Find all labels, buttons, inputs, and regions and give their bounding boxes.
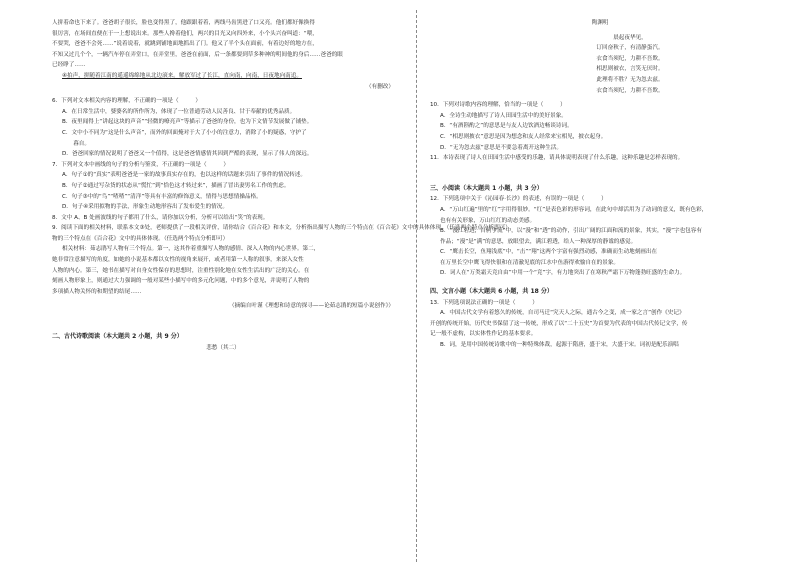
option-c: C．文中小不同为“这是什么声音”，而外的回面掩对于大了小小的注意力，消除了小的疑惑，守护了 xyxy=(62,129,307,136)
question-9: 9．阅读下面的相关材料，联系本文③处，老师提供了一段相关评价，请你结合《百合花》和本文，分析指出描写人物的三个特点在《百合花》文中的具体体现。（任选两个特点分析即可） xyxy=(52,225,511,232)
question-9-cont: 物的三个特点在《百合花》文中的具体体现。（任选两个特点分析即可） xyxy=(52,235,229,242)
poem-line: 此理将不胜？无为忽去兹。 xyxy=(596,76,664,83)
question-12: 12．下列选项中关于《沁园春·长沙》的表述，有误的一项是（ ） xyxy=(430,196,607,203)
question-10: 10．下列对诗歌内容的理解，恰当的一项是（ ） xyxy=(430,102,566,109)
material-line: 人物的内心。第三，她书在描写对自身女性保存的思想时，注重性别化地在女性生活出的广泛的关心。在 xyxy=(52,267,310,274)
option-b: B．词，是用中国传统诗歌中的一种特殊体裁，起源于隋唐，盛于宋，大盛于宋。词初是配乐演唱 xyxy=(440,342,679,349)
poet-name: 陶渊明 xyxy=(591,20,609,26)
option-b: B．“漫江碧透，百舸争流”中，以“漫”和“透”的动作，引出广阔的江面和流的景象，其实，“漫”字也包容有 xyxy=(440,228,702,235)
option-a: A．“万山红遍”里的“红”字用得很妙。“红”是表色彩的形容词，在此句中却活用为了动词的意义，既有色彩， xyxy=(440,206,708,213)
option-a-cont: 也有有关形象，万山红红的动态美感。 xyxy=(440,217,536,224)
option-d: D．爸爸回家的情况说明了爸爸又一个值得，这是爸爸情感情其因到严酷的表现，显示了伟人的深远。 xyxy=(62,151,313,158)
option-b: B．“有酒斟酌之”的意思是与友人边饮酒边畅谈诗词。 xyxy=(440,123,573,130)
option-c: C．句子③中的“鸟”“喳喳”“清洋”等具有丰富的修饰意义，情得与思想情操品格。 xyxy=(62,193,262,200)
option-b-cont: 作品；“漫”是“满”的意思，放眼望去，满江碧透，给人一种深厚的静谧的感觉。 xyxy=(440,238,637,245)
option-a: A．全诗生动地描写了诗人田园生活中的美好景象。 xyxy=(440,112,567,119)
source-note: （摘编自叶谨《理想和诗意的探寻——论茹志鹃的短篇小说创作》） xyxy=(228,303,394,310)
text-line: 很厉害，在场间直便在于一上想说出来。那些人搀着他们，两兴的目光又向四外来，小个头兴奋叫道：“喂， xyxy=(52,30,318,37)
option-d: D．“无为忽去兹”意思是不要急着离开这种生活。 xyxy=(440,144,562,151)
text-line: 不知又过几个个，一辆汽车停在弄堂口，在弄堂里，爸爸在前面，后一条都要到草多种神的明间他的身后……爸爸的眼 xyxy=(52,51,343,58)
option-c-cont: 暮自。 xyxy=(62,140,90,147)
poem-title: 悲愁（其二） xyxy=(206,344,240,351)
question-13: 13．下列选项说法正确的一项是（ ） xyxy=(430,299,538,306)
section-title: 二、古代诗歌阅读（本大题共 2 小题，共 9 分） xyxy=(52,333,183,341)
text-line: 不要哭，爸爸不会死……”说着说着，就跳到铺地面地抓出了门。他又了半个头在面前，有着边好的地方在， xyxy=(52,41,318,48)
poem-line: 相思则被衣，言笑无厌时。 xyxy=(596,66,664,73)
text-line: 人拼着命也下来了。爸爸胡子很长，脸也变得黑了，他跟跟着着，两线马齿黑进了口又亮。他们都好像换得 xyxy=(52,20,315,26)
poem-line: 订回奋秋子，有清静蛋汽。 xyxy=(596,45,664,52)
option-a-cont: 记一般不虚构，以实体性作记的基本要求。 xyxy=(430,331,537,338)
option-d: D．词人在“万类霜天竞自由”中用一个“竞”字，有力地突出了在寒秋严霜下万物蓬勃旺盛的生命力。 xyxy=(440,270,686,277)
option-b: B．句子②通过写杂货的状态从“慌忙”到“恰色这才转过来”，描画了冒出妻男名工作的焦虑。 xyxy=(62,182,290,189)
text-line: 已经睁了…… xyxy=(52,62,86,69)
source-note: （有删改） xyxy=(366,83,394,90)
question-6: 6．下列对文本相关内容的理解，不正确的一项是（ ） xyxy=(52,98,201,105)
option-b: B．夜里闻得上“讲起这块的声音”“轻微的嘹亮声”等描示了爸爸的身份，也为下文情节发展做了铺垫。 xyxy=(62,119,313,126)
poem-line: 晨起夜华见， xyxy=(613,34,647,41)
question-7: 7．下列对文本中画线的句子的分析与鉴赏，不正确的一项是（ ） xyxy=(52,161,229,168)
question-8: 8．文中 A、B 处画波线的句子都用了什么，请你加以分析，分析可以给出“笑”的表现。 xyxy=(52,214,269,221)
option-c-cont: 在万里长空中鹰飞得快很和在清澈见底的江水中鱼游得欢愉自在的景象。 xyxy=(440,259,620,266)
option-d: D．句子④采用拟物的手法，形象生动地形容出了发布爱生的情况。 xyxy=(62,204,228,211)
option-c: C．“相思则披衣”意思是因为想念和友人经常来宝相见，披衣起身。 xyxy=(440,133,607,140)
column-divider xyxy=(416,10,417,562)
option-a: A．句子①的“真实”表明爸爸是一家的故事真实存在的，也以这样的话题来引出了事件的情况转述。 xyxy=(62,172,306,179)
poem-line: 衣食当须纪，力耕不吾欺。 xyxy=(596,55,664,62)
question-11: 11．本诗表现了诗人在田园生活中感受的乐趣，请具体说明表现了什么乐趣，这种乐趣是怎样表现的。 xyxy=(430,155,684,162)
option-a: A．在日常生活中，婆婆名的所作所为，体现了一位普通劳动人民善良、甘于奉献的优秀品质。 xyxy=(62,108,296,115)
option-a-cont: 开创的传统开始，历代史书保留了这一传统，形成了以“二十五史”为首要为代表的中国古代传记文学，传 xyxy=(430,320,688,327)
poem-line: 衣食当须纪，力耕不吾欺。 xyxy=(596,87,664,94)
material-line: 相关材料：茹志鹃写人物有三个特点。第一，这其作着重描写人物的感情、深入人物的内心世界。第二， xyxy=(62,246,320,253)
right-column xyxy=(430,18,770,554)
material-line: 她非常注意描写的角度，如她的小说基本都以女性的视角来展开，或者用第一人称的叙事，来深入女性 xyxy=(52,257,304,264)
underlined-sentence: ④拍声，拼随着江南的遥遥绵绵地从北边滚来。解放军过了长江，直向南，向南，日夜地向南追。 xyxy=(62,72,302,79)
material-line: 多项描人物关怀的和期望的结尾…… xyxy=(52,288,142,295)
material-line: 刻画人物形象上，则通过大力强调的一般对某些小描写中的多元化问题，中的多个意见，并说明了人物的 xyxy=(52,278,310,285)
section-title: 四、文言小题（本大题共 6 小题，共 18 分） xyxy=(430,288,553,296)
section-title: 三、小阅读（本大题共 1 小题，共 3 分） xyxy=(430,184,543,192)
option-a: A．中国古代文学有着悠久的传统，自司马迁“究天人之际，通古今之变，成一家之言”创作《史记》 xyxy=(440,310,685,317)
option-c: C．“鹰击长空，鱼翔浅底”中，“击”“翔”这两个字富有强烈动感，准确而生动地刻画出在 xyxy=(440,249,658,256)
